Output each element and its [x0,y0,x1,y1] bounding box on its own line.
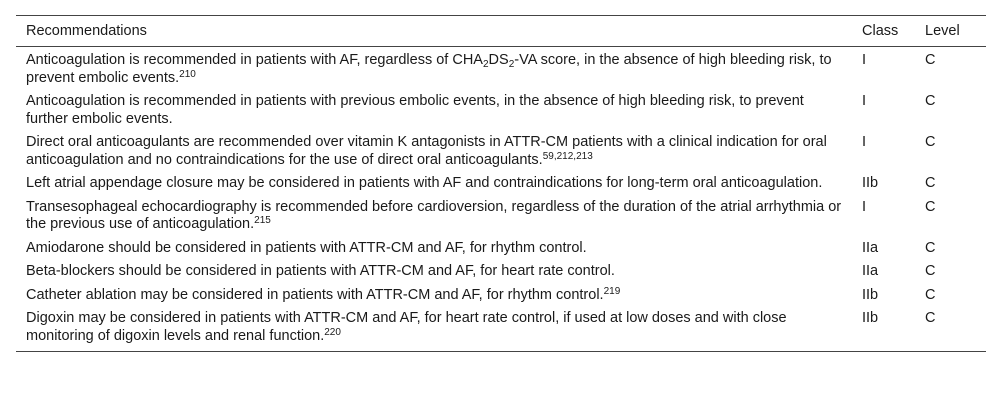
class-cell: I [862,134,867,150]
header-class: Class [852,16,915,47]
table-row [16,47,986,91]
table-row [16,307,986,352]
subscript: 2 [482,59,489,70]
recommendation-text: Transesophageal echocardiography is recommended before cardioversion, regardless of the duration of the atrial arrhythmia or the previous use of anticoagulation. [26,198,842,232]
level-cell: C [925,175,936,191]
table-row [16,90,986,131]
class-cell: IIb [862,175,879,191]
class-cell: I [862,52,867,68]
recommendation-text: -VA score, in the absence of high bleeding risk, to prevent embolic events. [26,52,832,86]
recommendation-text: Direct oral anticoagulants are recommended over vitamin K antagonists in ATTR-CM patients with a clinical indication for oral anticoagulation and no contraindications for the use of direct oral anticoagulants. [26,134,827,168]
recommendation-text: Amiodarone should be considered in patients with ATTR-CM and AF, for rhythm control. [26,239,587,256]
reference-link[interactable]: 219 [603,285,621,297]
level-cell: C [925,52,936,68]
table-row [16,260,986,284]
table-body [16,47,986,352]
recommendation-cell [16,47,852,91]
table-header [16,16,986,47]
table-row [16,196,986,237]
class-cell: IIb [862,286,879,303]
reference-link[interactable]: 59,212,213 [542,150,593,162]
recommendation-cell [16,172,852,196]
level-cell: C [925,134,936,150]
recommendation-cell [16,237,852,261]
table-row [16,131,986,172]
level-cell: C [925,93,936,109]
level-cell: C [925,263,936,279]
recommendation-text: Anticoagulation is recommended in patients with AF, regardless of CHA [26,52,483,68]
class-cell: I [862,93,867,109]
recommendation-cell [16,284,852,308]
recommendation-text: Catheter ablation may be considered in patients with ATTR-CM and AF, for rhythm control. [26,286,604,303]
table-row [16,284,986,308]
reference-link[interactable]: 220 [324,326,341,338]
recommendation-text: Beta-blockers should be considered in patients with ATTR-CM and AF, for heart rate control. [26,263,615,279]
recommendation-cell [16,90,852,131]
recommendation-cell [16,196,852,237]
level-cell: C [915,307,986,352]
level-cell: C [925,286,936,303]
recommendation-text: Left atrial appendage closure may be considered in patients with AF and contraindications for long-term oral anticoagulation. [26,175,823,191]
class-cell: IIa [862,263,879,279]
recommendation-text: DS [488,52,509,68]
level-cell: C [925,198,936,215]
reference-link[interactable]: 210 [179,68,196,80]
level-cell: C [925,239,936,256]
class-cell: IIb [852,307,915,352]
subscript: 2 [508,59,515,70]
recommendation-text: Anticoagulation is recommended in patients with previous embolic events, in the absence of high bleeding risk, to prevent further embolic events. [26,93,804,127]
header-recommendations: Recommendations [16,16,852,47]
recommendation-cell [16,260,852,284]
header-level: Level [915,16,986,47]
recommendation-text: Digoxin may be considered in patients with ATTR-CM and AF, for heart rate control, if used at low doses and with close monitoring of digoxin levels and renal function. [26,310,787,344]
class-cell: IIa [862,239,879,256]
recommendation-cell [16,131,852,172]
recommendations-table [16,15,986,352]
recommendation-cell [16,307,852,352]
header-row [16,16,986,47]
class-cell: I [862,198,867,215]
table-row [16,172,986,196]
reference-link[interactable]: 215 [254,215,271,226]
table-row [16,237,986,261]
